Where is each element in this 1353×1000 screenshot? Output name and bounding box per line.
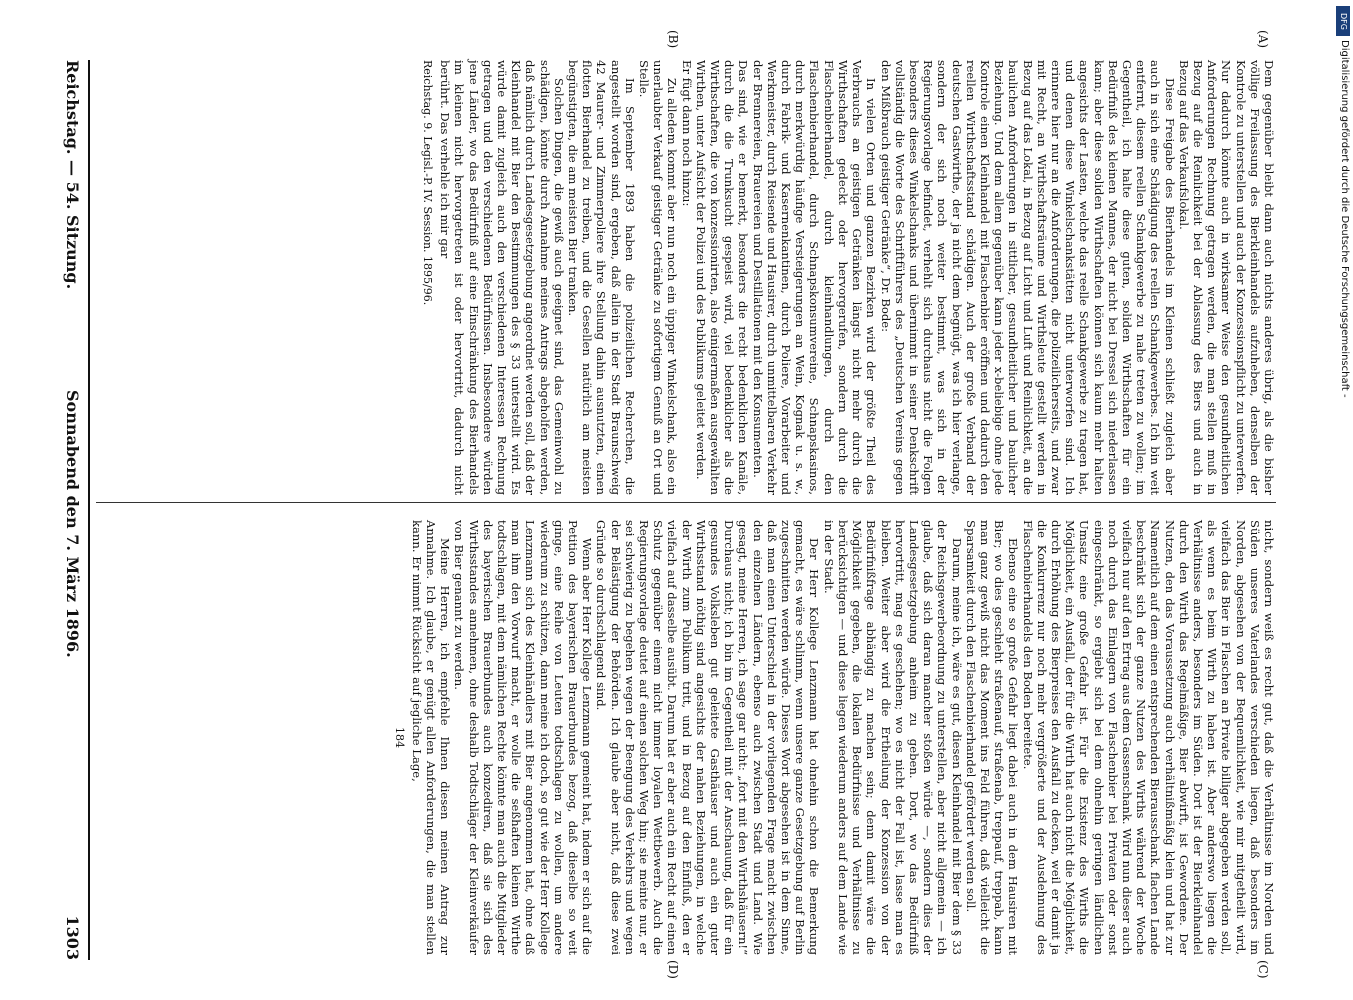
header-rule xyxy=(88,60,90,960)
quote-paragraph: Im September 1893 haben die polizeilichen Recherchen, die angestellt worden sind, ergeben, daß allein in der Stadt Braunschweig 42 Maurer- und Zimmerpoliere ihre Stellung dahin ausnutzten, einen flotten Bierhandel zu treiben, und die Gesellen natürlich am meisten begünstigten, die am meisten Bier tranken. xyxy=(566,60,637,495)
paragraph: Er fügt dann noch hinzu: xyxy=(679,60,694,207)
margin-mark-d: (D) xyxy=(666,960,680,979)
margin-mark-c: (C) xyxy=(1256,960,1270,979)
page-footnote: 184 xyxy=(392,727,406,748)
margin-mark-a: (A) xyxy=(1256,30,1270,49)
paragraph: Darum, meine ich, wäre es gut, diesen Kleinhandel mit Bier dem § 33 der Reichsgewerbeordnung zu unterstellen, aber nicht allgemein — ich glaube, daß sich daran mancher stoßen würde —, sondern dies der Landesgesetzgebung anheim zu geben. Dort, wo das Bedürfniß hervortritt, mag es geschehen; wo es nicht der Fall ist, lasse man es bleiben. Weiter aber wird die Ertheilung der Konzession von der Bedürfnißfrage abhängig zu machen sein; denn damit wäre die Möglichkeit gegeben, die lokalen Bedürfnisse und Verhältnisse zu berücksichtigen — und diese liegen wiederum anders auf dem Lande wie in der Stadt. xyxy=(821,520,964,955)
page-header xyxy=(42,60,82,960)
dfg-logo: DFG xyxy=(1336,6,1350,36)
session-footer: Reichstag. 9. Legisl.-P. IV. Session. 1895/96. xyxy=(421,60,435,306)
digitization-caption: Digitalisierung gefördert durch die Deutsche Forschungsgemeinschaft - xyxy=(1339,40,1350,398)
column-divider xyxy=(96,502,1276,503)
header-left: Reichstag. — 54. Sitzung. xyxy=(63,60,82,290)
paragraph: Wenn aber Herr Kollege Lenzmann gemeint hat, indem er sich auf die Petition des bayerischen Brauerbundes bezog, daß dieselbe so weit ginge, eine Reihe von Leuten todtschlagen zu wollen, um andere wiederum zu schützen, dann meine ich doch, so gut wie der Herr Kollege Lenzmann sich des Kleinhändlers mit Bier angenommen hat, ohne daß man ihm den Vorwurf macht, er wolle die seßhaften kleinen Wirthe todtschlagen, mit dem nämlichen Rechte könnte man auch die Mitglieder des bayerischen Brauerbundes auch konzediren, daß sie sich des Wirthsstandes annehmen, ohne deshalb Todtschläger der Kleinverkäufer von Bier genannt zu werden. xyxy=(452,520,595,955)
paragraph: Das sind, wie er bemerkt, besonders die recht bedenklichen Kanäle, durch die die Trunksucht gespeist wird, viel bedenklicher als die Wirthschaften, die von konzessionirten, also einigermaßen ausgewählten Wirthen, unter Aufsicht der Polizei und des Publikums geleitet werden. xyxy=(693,60,751,495)
page-number: 1303 xyxy=(63,915,82,960)
left-column xyxy=(96,60,1276,495)
quote-paragraph: Zu alledem kommt aber nun noch ein üppiger Winkelschank, also ein unerlaubter Verkauf geistiger Getränke zu sofortigem Genuß an Ort und Stelle. xyxy=(637,60,680,495)
right-column xyxy=(96,520,1276,955)
paragraph: nicht, sondern weiß es recht gut, daß die Verhältnisse im Norden und Süden unseres Vaterlandes verschieden liegen, daß besonders im Norden, abgesehen von der Bequemlichkeit, wie mir mitgetheilt wird, vielfach das Bier in Flaschen an Private billiger abgegeben werden soll, als wenn es beim Wirth zu haben ist. Aber anderswo liegen die Verhältnisse anders, besonders im Süden. Dort ist der Bierkleinhandel durch den Wirth das Regelmäßige, Bier abwirft, ist Gewordene. Der Nutzen, den das Voraussetzung auch verhältnißmäßig klein und hat zur Namentlich auf dem einen entsprechenden Bierausschank. flachen Lande beschränkt sich der ganze Nutzen des Wirths während der Woche vielfach nur auf den Ertrag aus dem Gassenschank. Wird nun dieser auch noch durch das Einlagern von Flaschenbier bei Privaten oder sonst eingeschränkt, so ergiebt sich bei dem ohnehin geringen ländlichen Umsatz eine große Gefahr ist. Für die Existenz des Wirths die Möglichkeit, ein Ausfall, der für die Wirth hat auch nicht die Möglichkeit, durch Erhöhung des Bierpreises den Ausfall zu decken, weil er damit ja die Konkurrenz nur noch mehr vergrößerte und der Ausdehnung des Flaschenbierhandels den Boden bereitete. xyxy=(1020,520,1276,955)
paragraph: Der Herr Kollege Lenzmann hat ohnehin schon die Bemerkung gemacht, es wäre schlimm, wenn unsere ganze Gesetzgebung auf Berlin zugeschnitten werden würde. Dieses Wort abgesehen ist in dem Sinne, daß man einen Unterschied in der vorliegenden Frage macht zwischen den einzelnen Ländern, ebenso auch zwischen Stadt und Land. Wie gesagt, meine Herren, ich sage gar nicht: „fort mit den Wirthshäusern!“ Durchaus nicht; ich bin im Gegentheil mit der Anschauung, daß für ein gesundes Volksleben gut geleitete Gasthäuser und auch ein guter Wirthsstand nöthig sind angesichts der nahen Beziehungen, in welche der Wirth zum Publikum tritt, und in Bezug auf den Einfluß, den er vielfach auf dasselbe ausübt. Darum hat er aber auch ein Recht auf einen Schutz gegenüber einem nicht immer loyalen Wettbewerb. Auch die Regierungsvorlage deutet auf einen solchen Weg hin; sie meinte nur, er sei schwierig zu begehen wegen der Beengung des Verkehrs und wegen der Belästigung der Behörden. Ich glaube aber nicht, daß diese zwei Gründe so durchschlagend sind. xyxy=(594,520,822,955)
paragraph: Dem gegenüber bleibt dann auch nichts anderes übrig, als die bisher völlige Freilassung des Bierkleinhandels aufzuheben, denselben der Kontrole zu unterstellen und auch der Konzessionspflicht zu unterwerfen. Nur dadurch könnte auch in wirksamer Weise den gesundheitlichen Anforderungen Rechnung getragen werden, die man stellen muß in Bezug auf die Reinlichkeit bei der Ablassung des Biers und auch in Bezug auf das Verkaufslokal. xyxy=(1176,60,1276,495)
margin-mark-b: (B) xyxy=(666,30,680,49)
paragraph: Meine Herren, ich empfehle Ihnen diesen meinen Antrag zur Annahme. Ich glaube, er genügt allen Anforderungen, die man stellen kann. Er nimmt Rücksicht auf jegliche Lage, xyxy=(409,520,453,955)
paragraph: Ebenso eine so große Gefahr liegt dabei auch in dem Hausiren mit Bier; wo dies geschieht straßenauf, straßenab, treppauf, treppab, kann man ganz gewiß nicht das Moment ins Feld führen, daß vielleicht die Sparsamkeit durch den Flaschenbierhandel gefördert werden soll. xyxy=(963,520,1021,955)
header-center: Sonnabend den 7. März 1896. xyxy=(63,390,82,658)
paragraph: Solchen Dingen, die gewiß auch geeignet sind, das Gemeinwohl zu schädigen, könnte durch Annahme meines Antrags abgeholfen werden, daß nämlich durch Landesgesetzgebung angeordnet werden soll, daß der Kleinhandel mit Bier den Bestimmungen des § 33 unterstellt wird. Es würde damit zugleich auch den verschiedenen Interessen Rechnung getragen und den verschiedenen Bedürfnissen. Insbesondere würden jene Länder, wo das Bedürfniß auf eine Einschränkung des Bierhandels im kleinen nicht hervorgetreten ist oder hervortritt, dadurch nicht berührt. Das verhehle ich mir gar xyxy=(438,60,566,495)
quote-paragraph: In vielen Orten und ganzen Bezirken wird der größte Theil des Verbrauchs an geistigen Getränken längst nicht mehr durch die Wirthschaften gedeckt oder hervorgerufen, sondern durch die Flaschenbierhandel, durch kleinhandlungen, durch den Flaschenbierhandel, durch Schnapskonsumvereine, Schnapskasinos, durch merkwürdig häufige Versteigerungen an Wein, Kognak u. s. w., durch Fabrik- und Kasernenkantinen, durch Poliere, Vorarbeiter und Werkmeister, durch Reisende und Hausirer, durch unmittelbaren Verkehr der Brennereien, Brauereien und Destillationen mit den Konsumenten. xyxy=(750,60,879,495)
paragraph: Diese Freigabe des Bierhandels im Kleinen schließt zugleich aber auch in sich eine Schädigung des reellen Schankgewerbes. Ich bin weit entfernt, diesem reellen Schankgewerbe zu nahe treten zu wollen; im Gegentheil, ich halte diese guten, soliden Wirthschaften für ein Bedürfniß des kleinen Mannes, der nicht bei Dressel sich niederlassen kann; aber diese soliden Wirthschaften können sich kaum mehr halten angesichts der Lasten, welche das reelle Schankgewerbe zu tragen hat, und denen diese Winkelschankstätten nicht unterworfen sind. Ich erinnere hier nur an die Anforderungen, die polizeilicherseits, und zwar mit Recht, an Wirthschaftsräume und Wirthsleute gestellt werden in Bezug auf das Lokal, in Bezug auf Licht und Luft und Reinlichkeit, an die baulichen Anforderungen in sittlicher, gesundheitlicher und baulicher Beziehung. Und dem allem gegenüber kann jeder x-beliebige ohne jede Kontrole einen Kleinhandel mit Flaschenbier eröffnen und dadurch den reellen Wirthschaftsstand schädigen. Auch der große Verband der deutschen Gastwirthe, der ja nicht dem begnügt, was ich hier verlange, sondern der sich noch weiter bestimmt, was sich in der Regierungsvorlage befindet, verhehlt sich durchaus nicht die Folgen besonders dieses Winkelschanks und übernimmt in seiner Denkschrift vollständig die Worte des Schriftführers des „Deutschen Vereins gegen den Mißbrauch geistiger Getränke“, Dr. Bode: xyxy=(878,60,1177,495)
